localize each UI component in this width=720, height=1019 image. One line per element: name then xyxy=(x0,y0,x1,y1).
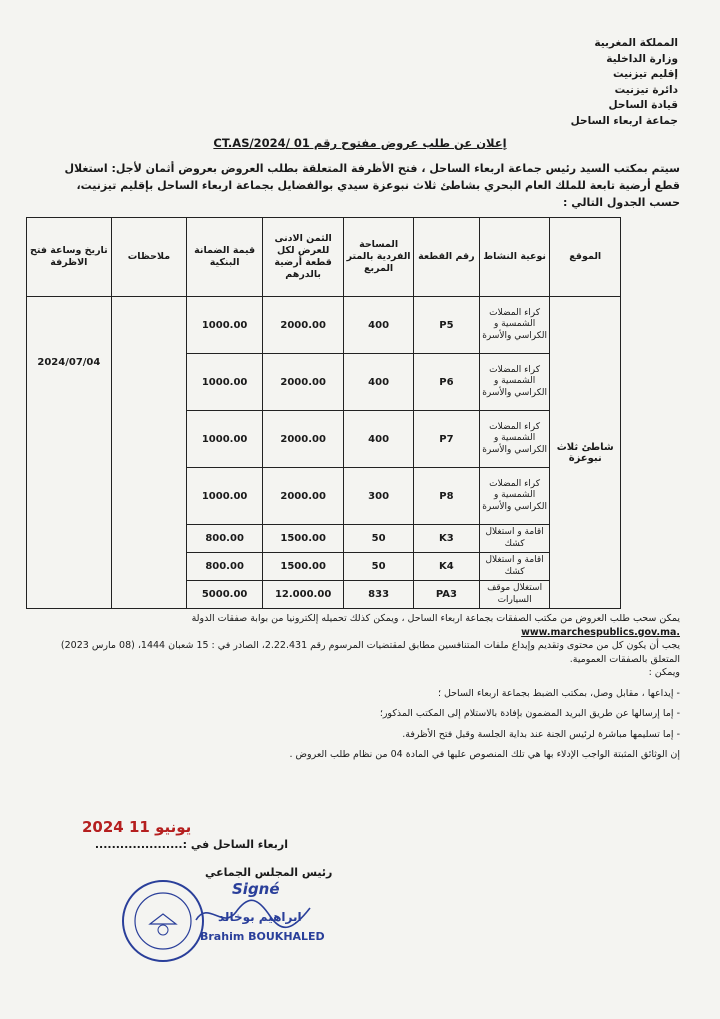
intro-paragraph: سيتم بمكتب السيد رئيس جماعة اربعاء الساحل ، فتح الأظرفة المتعلقة بطلب العروض بعروض أثمان لأجل: استغلال قطع أرضية تابعة للملك العام البحري بشاطئ ثلاث نبوعزة سيدي بوالفضايل بجماعة اربعاء الساحل بإقليم تيزنيت، حسب الجدول التالي : xyxy=(64,162,680,209)
area-cell: 50 xyxy=(344,553,414,581)
date-stamp: 2024 يونيو 11 xyxy=(82,818,192,836)
notes-cell xyxy=(111,297,186,609)
col-min-price: الثمن الادنى للعرض لكل قطعة أرضية بالدرهم xyxy=(263,218,344,297)
option-mail: - إما إرسالها عن طريق البريد المضمون بإفادة بالاستلام إلى المكتب المذكور؛ xyxy=(379,708,680,719)
president-title: رئيس المجلس الجماعي xyxy=(205,866,333,879)
documents-note: إن الوثائق المثبتة الواجب الإدلاء بها هي تلك المنصوص عليها في المادة 04 من نظام طلب العروض . xyxy=(289,749,680,760)
president-name-fr: Brahim BOUKHALED xyxy=(200,930,325,943)
col-location: الموقع xyxy=(550,218,621,297)
announcement-title: إعلان عن طلب عروض مفتوح رقم 01 /CT.AS/2024 xyxy=(213,136,507,150)
col-guarantee: قيمة الضمانة البنكية xyxy=(187,218,263,297)
col-notes: ملاحظات xyxy=(111,218,186,297)
header-block xyxy=(571,36,678,129)
lot-cell: P6 xyxy=(414,354,480,411)
price-cell: 2000.00 xyxy=(263,354,344,411)
table-row xyxy=(27,297,621,354)
activity-cell: كراء المضلات الشمسية و الكراسي والأسرة xyxy=(479,468,550,525)
area-cell: 833 xyxy=(344,581,414,609)
header-line: قيادة الساحل xyxy=(608,99,678,111)
lot-cell: P5 xyxy=(414,297,480,354)
price-cell: 2000.00 xyxy=(263,411,344,468)
area-cell: 400 xyxy=(344,354,414,411)
guarantee-cell: 800.00 xyxy=(187,553,263,581)
col-lot: رقم القطعة xyxy=(414,218,480,297)
price-cell: 2000.00 xyxy=(263,468,344,525)
guarantee-cell: 800.00 xyxy=(187,525,263,553)
guarantee-cell: 1000.00 xyxy=(187,468,263,525)
area-cell: 50 xyxy=(344,525,414,553)
activity-cell: اقامة و استغلال كشك xyxy=(479,525,550,553)
area-cell: 400 xyxy=(344,297,414,354)
president-name-ar: ابراهيم بوخالد xyxy=(218,910,302,924)
table-header-row xyxy=(27,218,621,297)
portal-link[interactable]: .www.marchespublics.gov.ma xyxy=(521,626,680,638)
area-cell: 300 xyxy=(344,468,414,525)
activity-cell: اقامة و استغلال كشك xyxy=(479,553,550,581)
location-cell: شاطئ ثلاث نبوعزة xyxy=(550,297,621,609)
option-hand-delivery: - إما تسليمها مباشرة لرئيس الجنة عند بداية الجلسة وقبل فتح الأظرفة. xyxy=(402,728,680,740)
price-cell: 1500.00 xyxy=(263,525,344,553)
header-line: وزارة الداخلية xyxy=(606,52,678,65)
activity-cell: كراء المضلات الشمسية و الكراسي والأسرة xyxy=(479,297,550,354)
price-cell: 2000.00 xyxy=(263,297,344,354)
col-opening-date: تاريخ وساعة فتح الاظرفة xyxy=(27,218,112,297)
area-cell: 400 xyxy=(344,411,414,468)
place-date-line: اربعاء الساحل في :..................... xyxy=(94,838,288,851)
opening-date-cell: 2024/07/04 xyxy=(27,297,112,609)
activity-cell: استغلال موقف السيارات xyxy=(479,581,550,609)
header-line: إقليم تيزنيت xyxy=(612,68,678,80)
lots-table xyxy=(26,217,621,609)
guarantee-cell: 1000.00 xyxy=(187,411,263,468)
date-block xyxy=(78,818,288,868)
guarantee-cell: 5000.00 xyxy=(187,581,263,609)
options-intro: ويمكن : xyxy=(648,667,680,678)
col-area: المساحة الفردية بالمتر المربع xyxy=(344,218,414,297)
signed-mark: Signé xyxy=(232,880,280,898)
price-cell: 1500.00 xyxy=(263,553,344,581)
guarantee-cell: 1000.00 xyxy=(187,354,263,411)
decree-note: يجب أن يكون كل من محتوى وتقديم وإيداع ملفات المتنافسين مطابق لمقتضيات المرسوم رقم 2.22.431، الصادر في : 15 شعبان 1444، (08 مارس 2023) المتعلق بالصفقات العمومية. xyxy=(60,640,680,665)
option-deposit: - إيداعها ، مقابل وصل، بمكتب الضبط بجماعة اربعاء الساحل ؛ xyxy=(437,687,680,699)
header-line: جماعة اربعاء الساحل xyxy=(570,114,678,127)
notes-section xyxy=(40,612,680,762)
activity-cell: كراء المضلات الشمسية و الكراسي والأسرة xyxy=(479,411,550,468)
lot-cell: K4 xyxy=(414,553,480,581)
col-activity: نوعية النشاط xyxy=(479,218,550,297)
header-line: دائرة تيزنيت xyxy=(614,83,678,96)
lot-cell: P7 xyxy=(414,411,480,468)
lot-cell: PA3 xyxy=(414,581,480,609)
withdrawal-note: يمكن سحب طلب العروض من مكتب الصفقات بجماعة اربعاء الساحل ، ويمكن كذلك تحميله إلكترونيا من بوابة صفقات الدولة xyxy=(191,613,680,624)
guarantee-cell: 1000.00 xyxy=(187,297,263,354)
header-line: المملكة المغربية xyxy=(594,37,678,49)
lot-cell: P8 xyxy=(414,468,480,525)
lot-cell: K3 xyxy=(414,525,480,553)
price-cell: 12.000.00 xyxy=(263,581,344,609)
activity-cell: كراء المضلات الشمسية و الكراسي والأسرة xyxy=(479,354,550,411)
